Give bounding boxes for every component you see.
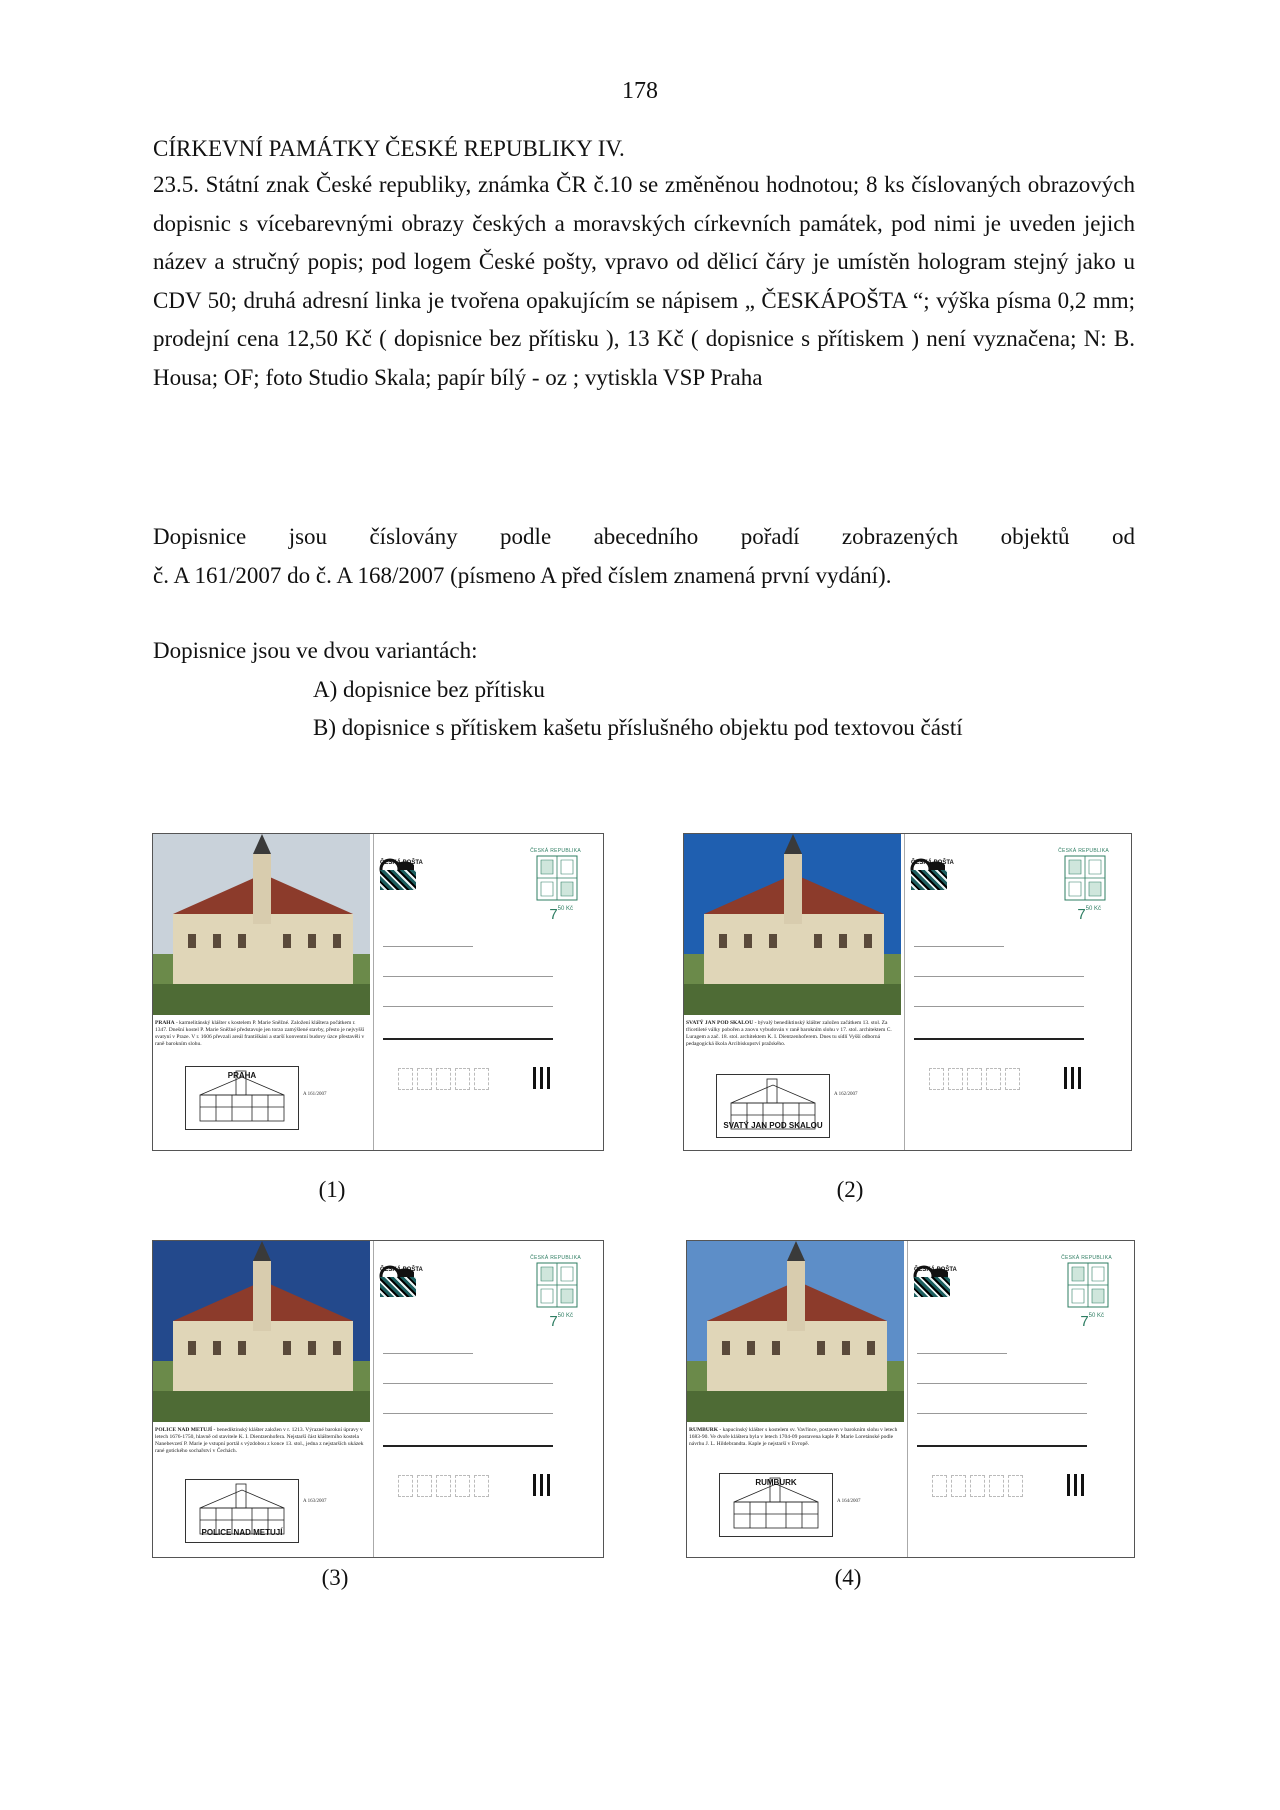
zip-box <box>970 1475 985 1497</box>
zip-box <box>417 1475 432 1497</box>
cachet-imprint <box>185 1479 299 1543</box>
hologram <box>380 1277 416 1297</box>
cachet-label: RUMBURK <box>755 1478 797 1487</box>
zip-box <box>967 1068 982 1090</box>
postcard-description-text: - kapucínský klášter s kostelem sv. Vavřince, postaven v barokním slohu v letech 1683-90. Ve dvoře kláštera byla v letech 1704-09 postavena kaple P. Marie Loretánské podle návrhu J. L. Hildebrandta. Kaple je nejstarší v Evropě. <box>689 1427 898 1447</box>
barcode-bar <box>1064 1067 1067 1089</box>
barcode-bar <box>1081 1474 1084 1496</box>
postcard-number: A 164/2007 <box>837 1499 861 1504</box>
postcard-caption: (3) <box>321 1565 349 1590</box>
address-line <box>914 976 1084 977</box>
postal-label: ČESKÁ POŠTA <box>380 1267 423 1273</box>
address-line <box>383 1445 553 1447</box>
postcard-description-text: - bývalý benediktinský klášter založen začátkem 13. stol. Za třicetileté války pobořen a znovu vybudován v raně barokním slohu v 17. stol. architektem C. Luragem a zač. 18. stol. architektem K. I. Dientzenhoferem. Dnes tu sídlí Vyšší odborná pedagogická škola Arcibiskupství pražského. <box>686 1020 892 1047</box>
postcard-caption: (2) <box>836 1177 864 1202</box>
address-line <box>917 1413 1087 1414</box>
postcard-description <box>689 1427 901 1448</box>
numbering-line-1: Dopisnice jsou číslovány podle abecedního pořadí zobrazených objektů od <box>153 524 1135 549</box>
address-line <box>383 1383 553 1384</box>
postcard-divider <box>907 1241 908 1557</box>
zip-box <box>1005 1068 1020 1090</box>
postcard-divider <box>373 834 374 1150</box>
address-line <box>914 946 1004 947</box>
stamp-value-main: 7 <box>549 906 558 923</box>
address-line <box>383 1006 553 1007</box>
stamp-value-sub: 50 Kč <box>1088 1313 1104 1319</box>
post-horn-icon <box>912 1245 952 1307</box>
barcode-bar <box>1078 1067 1081 1089</box>
postcard-photo <box>687 1241 904 1422</box>
postcard-number: A 162/2007 <box>834 1092 858 1097</box>
zip-box <box>474 1475 489 1497</box>
address-line <box>917 1383 1087 1384</box>
cachet-label: PRAHA <box>227 1071 257 1080</box>
postcard-4 <box>686 1240 1135 1558</box>
barcode-bar <box>1067 1474 1070 1496</box>
post-horn-icon <box>378 1245 418 1307</box>
postcard-divider <box>373 1241 374 1557</box>
postcard-place: SVATÝ JAN POD SKALOU <box>686 1020 754 1026</box>
postal-label: ČESKÁ POŠTA <box>380 860 423 866</box>
zip-box <box>455 1475 470 1497</box>
numbering-paragraph <box>153 518 1135 595</box>
address-line <box>917 1353 1007 1354</box>
zip-box <box>948 1068 963 1090</box>
postcard-description <box>155 1020 367 1048</box>
numbering-line-2: č. A 161/2007 do č. A 168/2007 (písmeno A před číslem znamená první vydání). <box>153 562 892 588</box>
zip-box <box>417 1068 432 1090</box>
barcode-bar <box>540 1067 543 1089</box>
postal-label: ČESKÁ POŠTA <box>914 1267 957 1273</box>
zip-box <box>436 1475 451 1497</box>
stamp-value-main: 7 <box>1080 1313 1089 1330</box>
cachet-label: SVATÝ JAN POD SKALOU <box>723 1121 823 1130</box>
stamp-value <box>1077 906 1101 923</box>
address-line <box>383 946 473 947</box>
barcode-bar <box>533 1067 536 1089</box>
barcode-bar <box>1071 1067 1074 1089</box>
postcard-description <box>686 1020 898 1048</box>
zip-box <box>398 1068 413 1090</box>
postcard-photo <box>684 834 901 1015</box>
zip-box <box>474 1068 489 1090</box>
hologram <box>380 870 416 890</box>
zip-box <box>986 1068 1001 1090</box>
post-horn-icon <box>909 838 949 900</box>
variants-block <box>153 632 1135 748</box>
postcard-number: A 161/2007 <box>303 1092 327 1097</box>
zip-box <box>932 1475 947 1497</box>
cachet-imprint <box>719 1473 833 1537</box>
postcard-description-text: - karmelitánský klášter s kostelem P. Marie Sněžné. Založení kláštera počátkem r. 1347. Dnešní kostel P. Marie Sněžné představuje jen torzo zamýšlené stavby, přesto je nejvyšší svatyní v Praze. V r. 1606 převzali areál františkáni a starší konventní budovy úzce přestavěli v raně barokním slohu. <box>155 1020 365 1047</box>
stamp-country: ČESKÁ REPUBLIKA <box>1058 848 1109 854</box>
postcard-place: RUMBURK <box>689 1427 719 1433</box>
hologram <box>911 870 947 890</box>
stamp-value-sub: 50 Kč <box>557 1313 573 1319</box>
address-line <box>914 1038 1084 1040</box>
zip-box <box>989 1475 1004 1497</box>
cachet-label: POLICE NAD METUJÍ <box>201 1528 283 1537</box>
postcard-place: PRAHA <box>155 1020 175 1026</box>
address-line <box>383 1353 473 1354</box>
address-line <box>383 1413 553 1414</box>
zip-box <box>436 1068 451 1090</box>
description-paragraph: 23.5. Státní znak České republiky, známka ČR č.10 se změněnou hodnotou; 8 ks číslovaných obrazových dopisnic s vícebarevnými obrazy českých a moravských církevních památek, pod nimi je uveden jejich název a stručný popis; pod logem České pošty, vpravo od dělicí čáry je umístěn hologram stejný jako u CDV 50; druhá adresní linka je tvořena opakujícím se nápisem „ ČESKÁPOŠTA “; výška písma 0,2 mm; prodejní cena 12,50 Kč ( dopisnice bez přítisku ), 13 Kč ( dopisnice s přítiskem ) není vyznačena; N: B. Housa; OF; foto Studio Skala; papír bílý - oz ; vytiskla VSP Praha <box>153 172 1135 390</box>
stamp-value-sub: 50 Kč <box>1085 906 1101 912</box>
zip-box <box>455 1068 470 1090</box>
postcard-photo <box>153 834 370 1015</box>
variant-a: A) dopisnice bez přítisku <box>313 676 545 702</box>
stamp-value-main: 7 <box>549 1313 558 1330</box>
post-horn-icon <box>378 838 418 900</box>
postcard-number: A 163/2007 <box>303 1499 327 1504</box>
zip-box <box>929 1068 944 1090</box>
postcard-3 <box>152 1240 604 1558</box>
barcode-bar <box>547 1474 550 1496</box>
address-line <box>383 1038 553 1040</box>
postal-label: ČESKÁ POŠTA <box>911 860 954 866</box>
cachet-imprint <box>185 1066 299 1130</box>
section-title: CÍRKEVNÍ PAMÁTKY ČESKÉ REPUBLIKY IV. <box>153 136 625 161</box>
stamp-value <box>549 1313 573 1330</box>
address-line <box>383 976 553 977</box>
page-number: 178 <box>622 78 658 104</box>
variant-b: B) dopisnice s přítiskem kašetu příslušného objektu pod textovou částí <box>313 715 963 740</box>
hologram <box>914 1277 950 1297</box>
address-line <box>917 1445 1087 1447</box>
variants-intro: Dopisnice jsou ve dvou variantách: <box>153 638 478 663</box>
address-line <box>914 1006 1084 1007</box>
postcard-caption: (4) <box>834 1565 862 1590</box>
postcard-description-text: - benediktinský klášter založen v r. 1213. Výrazné barokní úpravy v letech 1676-1750, hlavně od stavitele K. I. Dientzenhofera. Nejstarší část klášterního kostela Nanebevzetí P. Marie je vstupní portál s výzdobou z konce 13. stol., jedna z nejstarších ukázek rané gotického sochařství v Čechách. <box>155 1427 364 1454</box>
stamp-value-sub: 50 Kč <box>557 906 573 912</box>
cachet-imprint <box>716 1074 830 1138</box>
stamp-value <box>1080 1313 1104 1330</box>
zip-box <box>398 1475 413 1497</box>
stamp-country: ČESKÁ REPUBLIKA <box>1061 1255 1112 1261</box>
postcard-1 <box>152 833 604 1151</box>
stamp-country: ČESKÁ REPUBLIKA <box>530 848 581 854</box>
zip-box <box>951 1475 966 1497</box>
postcard-2 <box>683 833 1132 1151</box>
barcode-bar <box>540 1474 543 1496</box>
barcode-bar <box>547 1067 550 1089</box>
barcode-bar <box>1074 1474 1077 1496</box>
postcard-description <box>155 1427 367 1455</box>
stamp-country: ČESKÁ REPUBLIKA <box>530 1255 581 1261</box>
postcard-photo <box>153 1241 370 1422</box>
stamp-value-main: 7 <box>1077 906 1086 923</box>
postcard-place: POLICE NAD METUJÍ <box>155 1427 213 1433</box>
stamp-value <box>549 906 573 923</box>
zip-box <box>1008 1475 1023 1497</box>
postcard-divider <box>904 834 905 1150</box>
barcode-bar <box>533 1474 536 1496</box>
postcard-caption: (1) <box>318 1177 346 1202</box>
